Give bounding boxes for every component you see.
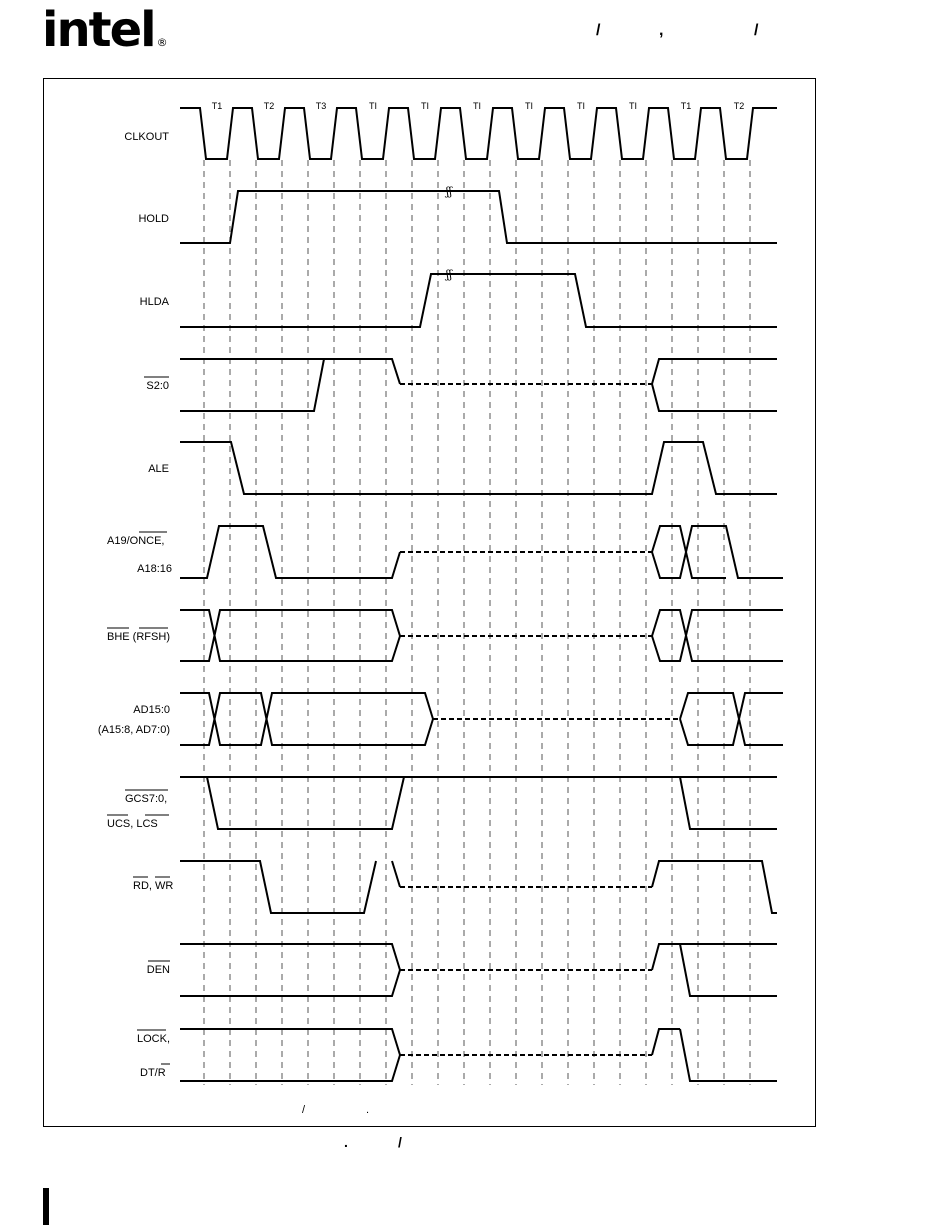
den-waveform-low [180,970,400,996]
rd-resume [652,861,777,913]
signal-labels [98,131,174,1079]
s2-waveform-high [180,359,400,384]
state-label: TI [629,101,637,111]
state-label: T2 [733,101,745,111]
lock-waveform-low [180,1055,400,1081]
dt-r-label: DT/R [140,1067,166,1079]
intel-logo-text: intel [42,2,155,58]
den-waveform-high [180,944,400,970]
registered-mark: ® [156,36,168,49]
hlda-waveform [180,274,777,327]
ucs-lcs-label: UCS, LCS [107,818,158,830]
header-comma: , [659,22,664,39]
footnote-dot: . [366,1104,370,1116]
hold-waveform [180,191,777,243]
den-label: DEN [146,964,170,976]
rd-waveform [180,861,376,913]
a19-label-line1: A19/ONCE, [107,535,165,547]
waveforms [180,108,783,1081]
state-label: TI [525,101,533,111]
clkout-label: CLKOUT [124,131,169,143]
den-resume [652,944,777,970]
a18-label: A18:16 [137,563,172,575]
s2-resume [652,359,777,411]
clkout-waveform [180,108,777,159]
state-label: T1 [680,101,692,111]
s2-waveform-low [180,359,324,411]
caption-slash: / [398,1134,402,1150]
ad-resume-top [680,693,783,745]
footnote-slash: / [302,1104,306,1116]
state-label: T3 [315,101,327,111]
state-label: T1 [211,101,223,111]
state-label: TI [577,101,585,111]
rd-wr-label: RD, WR [133,880,174,892]
a19-waveform [180,526,400,578]
state-label: T2 [263,101,275,111]
gcs-label: GCS7:0, [125,793,168,805]
header-slash-2: / [754,22,759,39]
lock-drop [680,1029,777,1081]
ale-label: ALE [148,463,169,475]
gcs-resume [680,777,777,829]
lock-waveform-high [180,1029,400,1055]
ale-waveform [180,442,777,494]
ad-resume-bottom [680,693,783,745]
hold-label: HOLD [138,213,169,225]
gcs-waveform-low [207,777,404,829]
den-drop [680,944,777,996]
state-label: TI [421,101,429,111]
bhe-waveform-top [180,610,400,661]
rd-release [392,861,400,887]
header-slash-1: / [596,22,601,39]
bhe-waveform-bottom [180,610,400,661]
clock-state-labels [212,101,745,111]
grid-lines [204,160,750,1085]
lock-label: LOCK, [137,1033,171,1045]
caption-dot: . [344,1134,348,1150]
bhe-label: BHE (RFSH) [107,631,170,643]
lock-resume [652,1029,680,1055]
hlda-label: HLDA [139,296,169,308]
s2-label: S2:0 [146,380,169,392]
ad-label-line2: (A15:8, AD7:0) [97,724,170,736]
a19-resume-top [652,526,726,578]
hold-break-mark: ʃʃ [446,185,452,198]
hlda-break-mark: ʃʃ [446,268,452,281]
ad-label-line1: AD15:0 [133,704,170,716]
state-label: TI [369,101,377,111]
state-label: TI [473,101,481,111]
